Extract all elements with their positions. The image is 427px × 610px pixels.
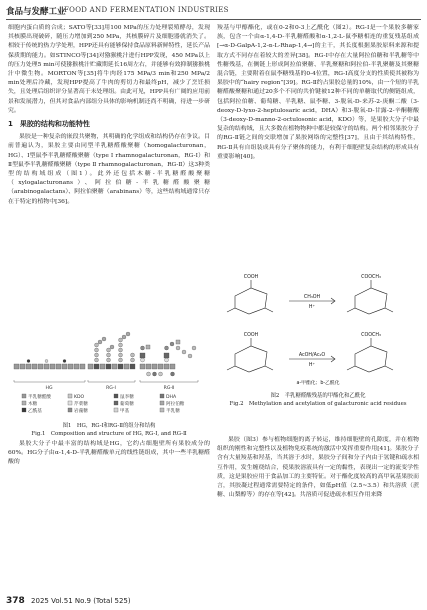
legend-label: 木糖 <box>28 402 38 407</box>
legend-swatch <box>68 394 72 398</box>
fig2-reagent-top-acid: H⁺ <box>308 305 316 310</box>
legend-label: 芹菜糖 <box>74 402 88 407</box>
legend-label: 乙酰基 <box>28 409 42 414</box>
legend-label: 半乳糖醛酸 <box>28 395 51 400</box>
fig2-label-cooch3-bottom: COOCH₃ <box>361 333 381 338</box>
figure-1-legend <box>22 393 185 414</box>
fig2-label-cooh-top: COOH <box>243 275 259 280</box>
fig2-reagent-acetic: AcOH/Ac₂O <box>298 353 326 358</box>
legend-swatch <box>160 394 164 398</box>
legend-swatch <box>22 394 26 398</box>
page-footer <box>6 596 131 606</box>
right-column-lower <box>217 436 419 500</box>
left-column <box>8 24 210 207</box>
right-column <box>217 24 419 162</box>
fig2-label-cooh-bottom: COOH <box>243 333 259 338</box>
issue-info: 2025 Vol.51 No.9 (Total 525) <box>31 597 131 605</box>
rg2-chain <box>140 340 196 376</box>
figure-2 <box>217 268 419 418</box>
legend-swatch <box>114 401 118 405</box>
left-paragraph-3: 果胶大分子中最丰富的结构域是HG，它约占细胞壁所有果胶成分的60%。HG分子由α-1,4-D-半乳糖醛酸单元的线性链组成，其中一些半乳糖醛酸的 <box>8 441 210 466</box>
hg-chain <box>14 360 85 370</box>
fig2-label-cooch3: COOCH₃ <box>361 275 381 280</box>
legend-swatch <box>68 408 72 412</box>
legend-label: 鼠李糖 <box>120 395 134 400</box>
journal-title-zh: 食品与发酵工业 <box>6 7 66 17</box>
page-header <box>0 0 427 22</box>
methylation-scheme <box>217 268 419 388</box>
rg1-chain <box>88 332 135 369</box>
label-rg1: RG-Ⅰ <box>106 386 116 391</box>
legend-swatch <box>22 408 26 412</box>
legend-swatch <box>160 401 164 405</box>
fig2-reagent-methanol: CH₃OH <box>303 295 321 300</box>
page-number: 378 <box>6 596 25 606</box>
figure-2-caption-en: Fig.2 Methylation and acetylation of galacturonic acid residues <box>229 401 407 407</box>
section-heading: 1 果胶的结构和功能特性 <box>8 120 90 129</box>
pectin-structure-diagram <box>8 318 210 418</box>
left-paragraph-1: 细胞内蛋白质的合成；SATO等[33]用100 MPa的压力处理裂殖酵母，发现其核膜出现破碎，随压力增加到250 MPa，其核膜碎片及细胞器就消失了。相较于传统的热力学处理，HPP还具有能够保持食品原料新鲜特性，延长产品保质期的能力。如STINCO等[34]对猕猴桃汁进行HPP发现，450 MPa以上的压力处理5 min可使猕猴桃汁贮藏期延长16周左右，并能够有效抑制猕猴桃汁中微生物。MORTON等[35]将牛肉经175 MPa/3 min和250 MPa/2 min处理后冷藏，发现HPP提高了牛肉的剪切力和最终pH，减少了烹饪损失，且处理后组织评分显著高于未处理组。由此可见，HPP具有广阔的应用前景和发展潜力，但其对食品内部组分具体的影响机制还尚不明确，待进一步研究。 <box>8 25 210 114</box>
legend-label: 半乳糖 <box>166 409 180 414</box>
right-paragraph-2: 果胶（图3）参与植物细胞的离子转运，维持细胞壁的孔隙度，并在植物组织的刚性和完整性以及植物免疫系统的激活中发挥重要作用[41]。果胶分子含有大量羧基和羟基，当其溶于水时，果胶分子间和分子内由于氢键和疏水相互作用，发生缠绕结合，使果胶溶液具有一定的黏性，表现出一定的流变学性质，这是果胶应用于食品加工的主要特征。对于酯化度较高的高甲氧基果胶而言，其胶凝过程通常需要特定的条件，如低pH值（2.5~3.5）和共溶质（蔗糖、山梨醇等）的存在等[42]。共溶质可促进疏水相互作用来降 <box>217 437 419 499</box>
label-hg: HG <box>45 386 53 391</box>
legend-label: 阿拉伯糖 <box>166 402 185 407</box>
figure-1-caption-en: Fig.1 Composition and structure of HG, RG-Ⅰ, and RG-Ⅱ <box>31 431 187 437</box>
label-rg2: RG-Ⅱ <box>163 386 175 391</box>
legend-swatch <box>114 408 118 412</box>
fig2-reagent-bottom-acid: H⁺ <box>308 363 316 368</box>
legend-label: KDO <box>74 395 85 400</box>
header-rule <box>6 19 421 20</box>
legend-swatch <box>114 394 118 398</box>
figure-2-caption-zh: 图2 半乳糖醛酸残基的甲酯化和乙酰化 <box>270 393 366 399</box>
fig2-note: a-甲酯化；b-乙酰化 <box>296 381 340 386</box>
journal-title-en: FOOD AND FERMENTATION INDUSTRIES <box>64 6 229 14</box>
legend-label: 葡萄糖 <box>120 402 134 407</box>
legend-swatch <box>68 401 72 405</box>
legend-label: 甲基 <box>120 409 130 414</box>
right-paragraph-1: 羧基与甲醇酯化，或在0-2和0-3上乙酰化（图2）。RG-Ⅰ是一个果胶多糖家族，包含一个由α-1,4-D-半乳糖醛酸和α-1,2-L-鼠李糖相连的重复残基组成[→α-D-GalpA-1,2-α-L-Rhap-1,4→]的主干，其长度根据果胶原料来源和提取方式不同存在着较大的差异[38]。RG-Ⅰ中存在大量阿拉伯糖和半乳糖等中性糖残基，在侧链上形成阿拉伯聚糖、半乳聚糖和阿拉伯-半乳聚糖及其聚糖混合链，主要附着在鼠李糖残基的0-4位置，RG-Ⅰ高度分支的性质使其被称为果胶中的“hairy region”[39]。RG-Ⅱ约占果胶总量的10%，由一个短的半乳糖醛酸聚糖和通过20多个不同的共价键被12种不同的单糖取代的侧链组成，包括阿拉伯糖、葡萄糖、半乳糖、鼠李糖、3-脱氧-D-来苏-2-庚酮二酸（3-deoxy-D-lyxo-2-heptulosaric acid，DHA）和3-脱氧-D-甘露-2-辛酮糖酸（3-deoxy-D-manno-2-octulosonic acid，KDO）等，是果胶大分子中最复杂的结构域，且大多数在植物物种中都是较保守的结构。两个相邻果胶分子的RG-Ⅱ链之间的交联增加了果胶网络的完整性[37]，且由于其结构特性，RG-Ⅱ具有自组装成具有分子聚体的能力，有利于细胞壁复杂结构的形成具有重要影响[40]。 <box>217 25 419 160</box>
left-paragraph-2: 果胶是一种复杂的嵌段共聚物，其明确的化学组成和结构仍存在争议。目前普遍认为，果胶主要由同型半乳糖醛酸聚糖（homogalacturonan，HG）、Ⅰ型鼠李半乳糖醛酸聚糖（type Ⅰ rhamnogalacturonan，RG-Ⅰ）和Ⅱ型鼠李半乳糖醛酸聚糖（type Ⅱ rhamnogalacturonan，RG-Ⅱ）这3种类型的结构域组成（图1）。此外还包括木糖-半乳糖醛酸聚糖（xylogalacturonans）、阿拉伯糖-半乳糖醛酸聚糖（arabinogalactans）、阿拉伯聚糖（arabinans）等，这些结构域通常只存在于特定的植物中[36]。 <box>8 134 210 205</box>
legend-swatch <box>160 408 164 412</box>
legend-label: DHA <box>166 395 177 400</box>
left-column-lower <box>8 440 210 468</box>
legend-label: 岩藻糖 <box>74 409 88 414</box>
figure-1-caption-zh: 图1 HG，RG-Ⅰ和RG-Ⅱ的组分和结构 <box>62 423 156 429</box>
legend-swatch <box>22 401 26 405</box>
domain-braces <box>14 380 198 382</box>
figure-1 <box>8 318 210 436</box>
